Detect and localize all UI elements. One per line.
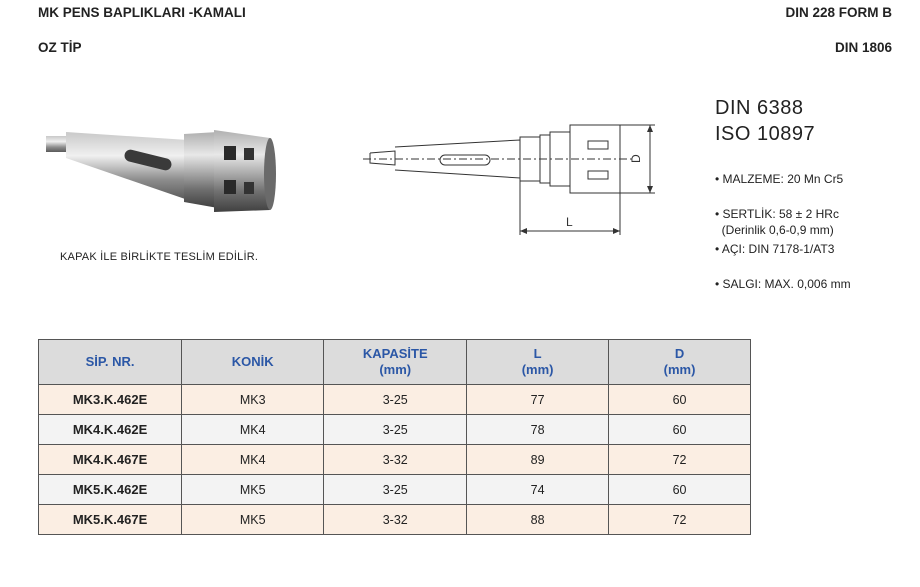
standard-form-label: DIN 228 FORM B — [785, 5, 892, 20]
cell-capacity: 3-25 — [324, 415, 467, 445]
col-header-label: D — [674, 346, 685, 361]
cell-order-no: MK5.K.462E — [39, 475, 182, 505]
col-header-unit: (mm) — [521, 362, 554, 377]
cell-order-no: MK3.K.462E — [39, 385, 182, 415]
col-header-d — [609, 340, 751, 385]
cell-d: 60 — [609, 385, 751, 415]
spec-hardness: • SERTLİK: 58 ± 2 HRc — [715, 207, 839, 221]
cell-capacity: 3-32 — [324, 445, 467, 475]
cell-l: 77 — [467, 385, 609, 415]
cell-capacity: 3-25 — [324, 475, 467, 505]
col-header-unit: (mm) — [379, 362, 412, 377]
col-header-label: SİP. NR. — [85, 354, 135, 369]
dimension-l-label: L — [566, 215, 573, 229]
product-photo — [38, 112, 283, 222]
col-header-l — [467, 340, 609, 385]
spec-runout: • SALGI: MAX. 0,006 mm — [715, 277, 851, 291]
cell-l: 74 — [467, 475, 609, 505]
col-header-label: L — [533, 346, 542, 361]
delivery-note: KAPAK İLE BİRLİKTE TESLİM EDİLİR. — [60, 251, 259, 263]
cell-taper: MK4 — [182, 415, 324, 445]
col-header-label: KAPASİTE — [362, 346, 428, 361]
cell-order-no: MK4.K.462E — [39, 415, 182, 445]
spec-hardness-depth: (Derinlik 0,6-0,9 mm) — [715, 223, 834, 237]
cell-taper: MK3 — [182, 385, 324, 415]
col-header-capacity — [324, 340, 467, 385]
col-header-label: KONİK — [231, 354, 274, 369]
table-row — [39, 415, 751, 445]
cell-taper: MK5 — [182, 475, 324, 505]
cell-d: 60 — [609, 475, 751, 505]
page-title: MK PENS BAPLIKLARI -KAMALI — [38, 5, 246, 20]
spec-material: • MALZEME: 20 Mn Cr5 — [715, 172, 844, 186]
cell-l: 78 — [467, 415, 609, 445]
product-table — [38, 339, 751, 535]
table-row — [39, 505, 751, 535]
col-header-unit: (mm) — [663, 362, 696, 377]
cell-d: 72 — [609, 505, 751, 535]
cell-taper: MK5 — [182, 505, 324, 535]
cell-d: 72 — [609, 445, 751, 475]
table-header-row — [39, 340, 751, 385]
col-header-taper — [182, 340, 324, 385]
standard-din-label: DIN 1806 — [834, 40, 892, 55]
table-row — [39, 445, 751, 475]
cell-order-no: MK5.K.467E — [39, 505, 182, 535]
standard-iso-10897: ISO 10897 — [715, 123, 816, 145]
cell-taper: MK4 — [182, 445, 324, 475]
page-subtitle: OZ TİP — [38, 40, 82, 55]
cell-order-no: MK4.K.467E — [39, 445, 182, 475]
cell-capacity: 3-32 — [324, 505, 467, 535]
technical-drawing — [355, 115, 665, 240]
table-row — [39, 475, 751, 505]
table-row — [39, 385, 751, 415]
cell-l: 89 — [467, 445, 609, 475]
dimension-d-label: D — [629, 154, 643, 163]
col-header-order-no — [39, 340, 182, 385]
cell-d: 60 — [609, 415, 751, 445]
cell-capacity: 3-25 — [324, 385, 467, 415]
cell-l: 88 — [467, 505, 609, 535]
standard-din-6388: DIN 6388 — [715, 97, 804, 119]
spec-angle: • AÇI: DIN 7178-1/AT3 — [715, 242, 835, 256]
